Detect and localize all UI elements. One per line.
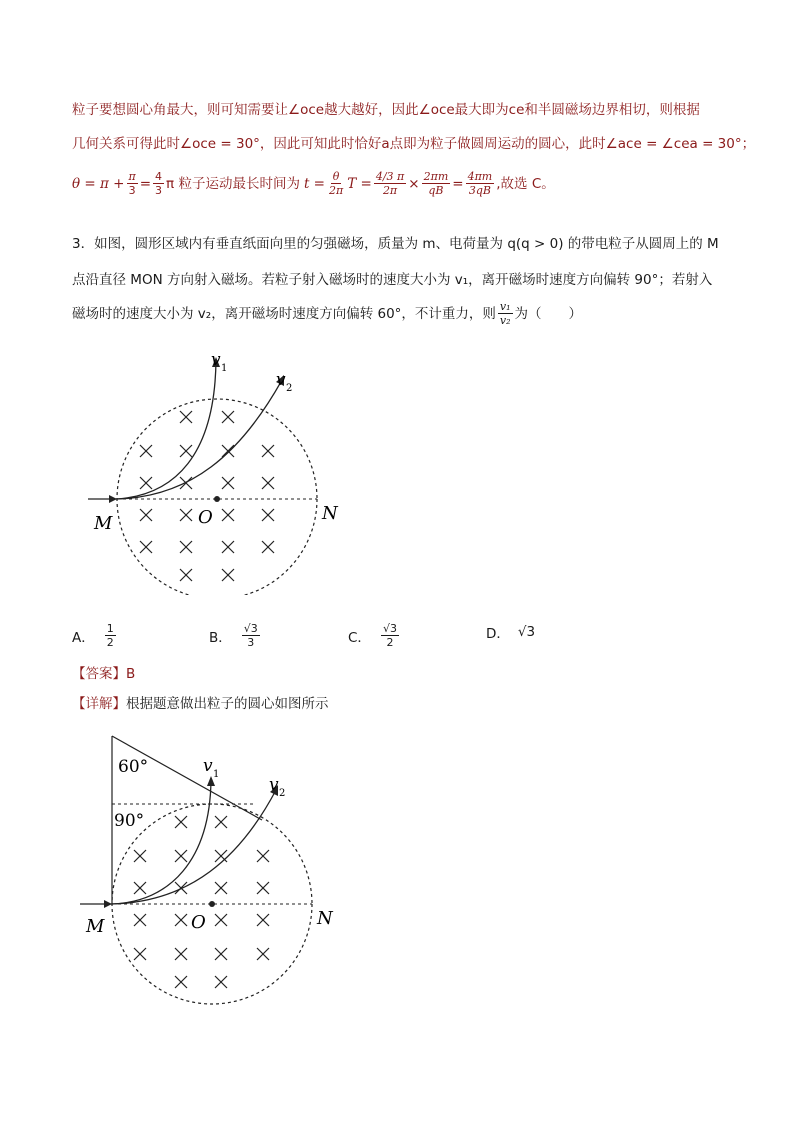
center-dot <box>209 901 215 907</box>
question-line-1: 3．如图，圆形区域内有垂直纸面向里的匀强磁场，质量为 m、电荷量为 q(q > 0) 的带电粒子从圆周上的 M <box>72 236 719 252</box>
angle-60: 60° <box>118 757 149 777</box>
angle-90: 90° <box>114 811 145 831</box>
option-a[interactable]: A． $\frac{1}{2}$ <box>72 622 114 649</box>
t-label: t = <box>303 175 325 192</box>
question-blank: 为（ ） <box>514 305 583 322</box>
time-intro: π 粒子运动最长时间为 <box>166 175 300 192</box>
field-crosses <box>140 411 274 581</box>
v1-over-v2: $\frac{\text{v₁}}{\text{v₂}}$ <box>499 300 511 327</box>
option-b[interactable]: B． $\frac{√3}{3}$ <box>209 622 258 649</box>
label-v1: v <box>203 756 213 776</box>
incident-arrowhead <box>109 495 117 503</box>
label-v1-sub: 1 <box>213 769 220 780</box>
question-line-3 <box>72 300 582 327</box>
answer-line <box>72 664 135 684</box>
trajectory-v2 <box>117 380 282 499</box>
option-d[interactable]: D． √3 <box>486 624 536 642</box>
43pi-over-2pi: $\frac{4/3 \pi}{2\pi}$ <box>375 170 405 197</box>
label-N: N <box>322 503 338 524</box>
label-N: N <box>317 908 333 929</box>
detail-line <box>72 694 329 714</box>
label-v2: v <box>276 370 286 390</box>
answer-value: B <box>126 666 136 682</box>
question-line-3-text: 磁场时的速度大小为 v₂，离开磁场时速度方向偏转 60°，不计重力，则 <box>72 305 496 322</box>
analysis-line-3 <box>72 170 555 197</box>
incident-arrowhead <box>104 900 112 908</box>
label-M: M <box>86 916 105 937</box>
detail-tag: 【详解】 <box>72 696 126 712</box>
option-c[interactable]: C． $\frac{√3}{2}$ <box>348 622 397 649</box>
label-v1: v <box>211 350 221 370</box>
label-v2-sub: 2 <box>286 383 293 394</box>
label-O: O <box>198 507 213 528</box>
pi-over-3: $\frac{\pi}{3}$ <box>128 170 136 197</box>
four-thirds: $\frac{4}{3}$ <box>155 170 163 197</box>
label-v2: v <box>269 775 279 795</box>
T-label: T = <box>347 175 372 192</box>
theta-expr: θ = π + <box>72 175 125 192</box>
figure-1-magnetic-field <box>80 345 360 595</box>
figure-2-center-construction <box>70 728 370 1018</box>
detail-text: 根据题意做出粒子的圆心如图所示 <box>126 696 329 712</box>
times-sign: × <box>408 175 420 192</box>
field-crosses <box>134 816 269 988</box>
trajectory-v1 <box>112 780 211 904</box>
trajectory-v1 <box>117 360 216 499</box>
label-O: O <box>191 912 206 933</box>
label-v2-sub: 2 <box>279 788 286 799</box>
label-v1-sub: 1 <box>221 363 228 374</box>
equals-sign: = <box>139 175 152 192</box>
analysis-line-2: 几何关系可得此时∠oce = 30°，因此可知此时恰好a点即为粒子做圆周运动的圆心，此时∠ace = ∠cea = 30°； <box>72 136 756 152</box>
center-dot <box>214 496 220 502</box>
4pim-over-3qB: $\frac{4\pi m}{3qB}$ <box>467 170 493 197</box>
theta-over-2pi: $\frac{\theta}{2\pi}$ <box>329 170 344 197</box>
analysis-line-1: 粒子要想圆心角最大，则可知需要让∠oce越大越好，因此∠oce最大即为ce和半圆磁场边界相切，则根据 <box>72 102 700 118</box>
question-line-2: 点沿直径 MON 方向射入磁场。若粒子射入磁场时的速度大小为 v₁，离开磁场时速度方向偏转 90°；若射入 <box>72 272 713 288</box>
answer-tag: 【答案】 <box>72 666 126 682</box>
choose-c: ,故选 C。 <box>496 175 555 192</box>
trajectory-v2 <box>112 790 276 904</box>
2pim-over-qB: $\frac{2\pi m}{qB}$ <box>423 170 449 197</box>
label-M: M <box>94 513 113 534</box>
equals-sign-2: = <box>452 175 464 192</box>
